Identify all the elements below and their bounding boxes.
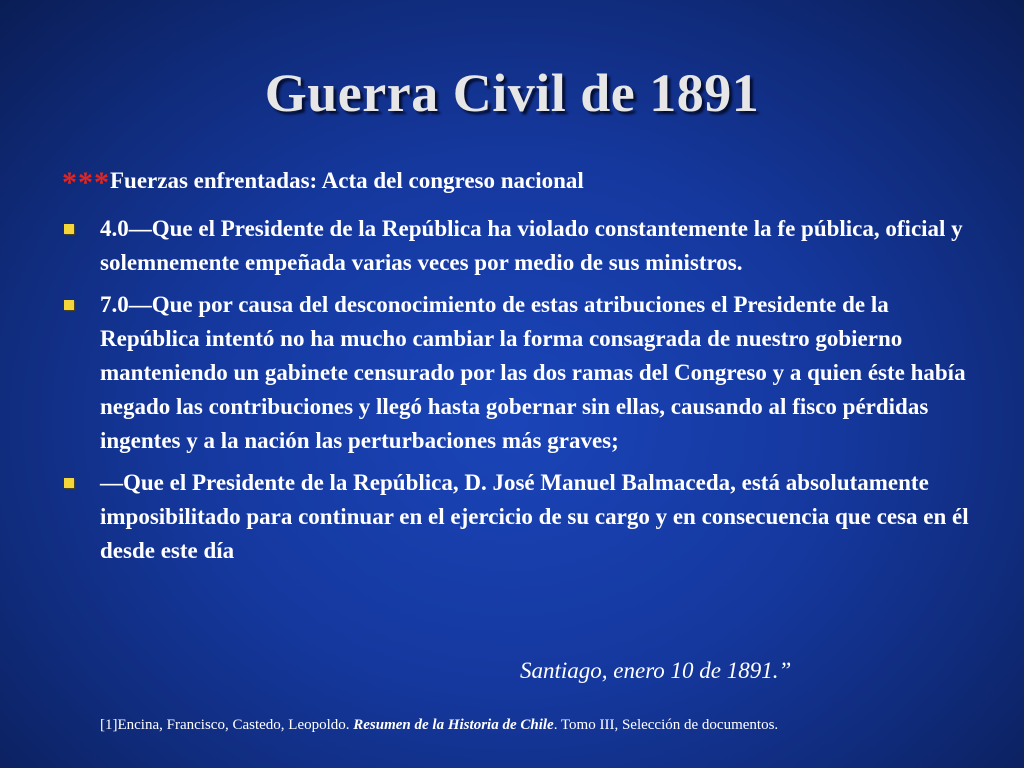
bullet-item	[60, 466, 970, 568]
footnote	[100, 717, 778, 734]
bullet-text: 4.0—Que el Presidente de la República ha violado constantemente la fe pública, oficial y solemnemente empeñada varias veces por medio de sus ministros.	[100, 216, 963, 275]
subheading-text: Fuerzas enfrentadas: Acta del congreso nacional	[110, 168, 584, 193]
bullet-text: —Que el Presidente de la República, D. José Manuel Balmaceda, está absolutamente imposibilitado para continuar en el ejercicio de su cargo y en consecuencia que cesa en él desde este día	[100, 470, 969, 563]
bullet-item	[60, 212, 970, 280]
bullet-item	[60, 288, 970, 458]
signature-line: Santiago, enero 10 de 1891.”	[520, 658, 792, 683]
footnote-suffix: . Tomo III, Selección de documentos.	[553, 717, 779, 733]
subheading	[62, 166, 584, 200]
bullet-list	[60, 212, 970, 576]
square-bullet-icon	[64, 224, 74, 234]
square-bullet-icon	[64, 478, 74, 488]
slide-title: Guerra Civil de 1891	[264, 63, 760, 123]
footnote-book-title: Resumen de la Historia de Chile	[353, 717, 554, 733]
footnote-prefix: [1]Encina, Francisco, Castedo, Leopoldo.	[100, 717, 354, 733]
square-bullet-icon	[64, 300, 74, 310]
bullet-text: 7.0—Que por causa del desconocimiento de estas atribuciones el Presidente de la República intentó no ha mucho cambiar la forma consagrada de nuestro gobierno manteniendo un gabinete censurado por las dos ramas del Congreso y a quien éste había negado las contribuciones y llegó hasta gobernar sin ellas, causando al fisco pérdidas ingentes y a la nación las perturbaciones más graves;	[100, 292, 966, 453]
stars-marker: ***	[62, 166, 110, 199]
